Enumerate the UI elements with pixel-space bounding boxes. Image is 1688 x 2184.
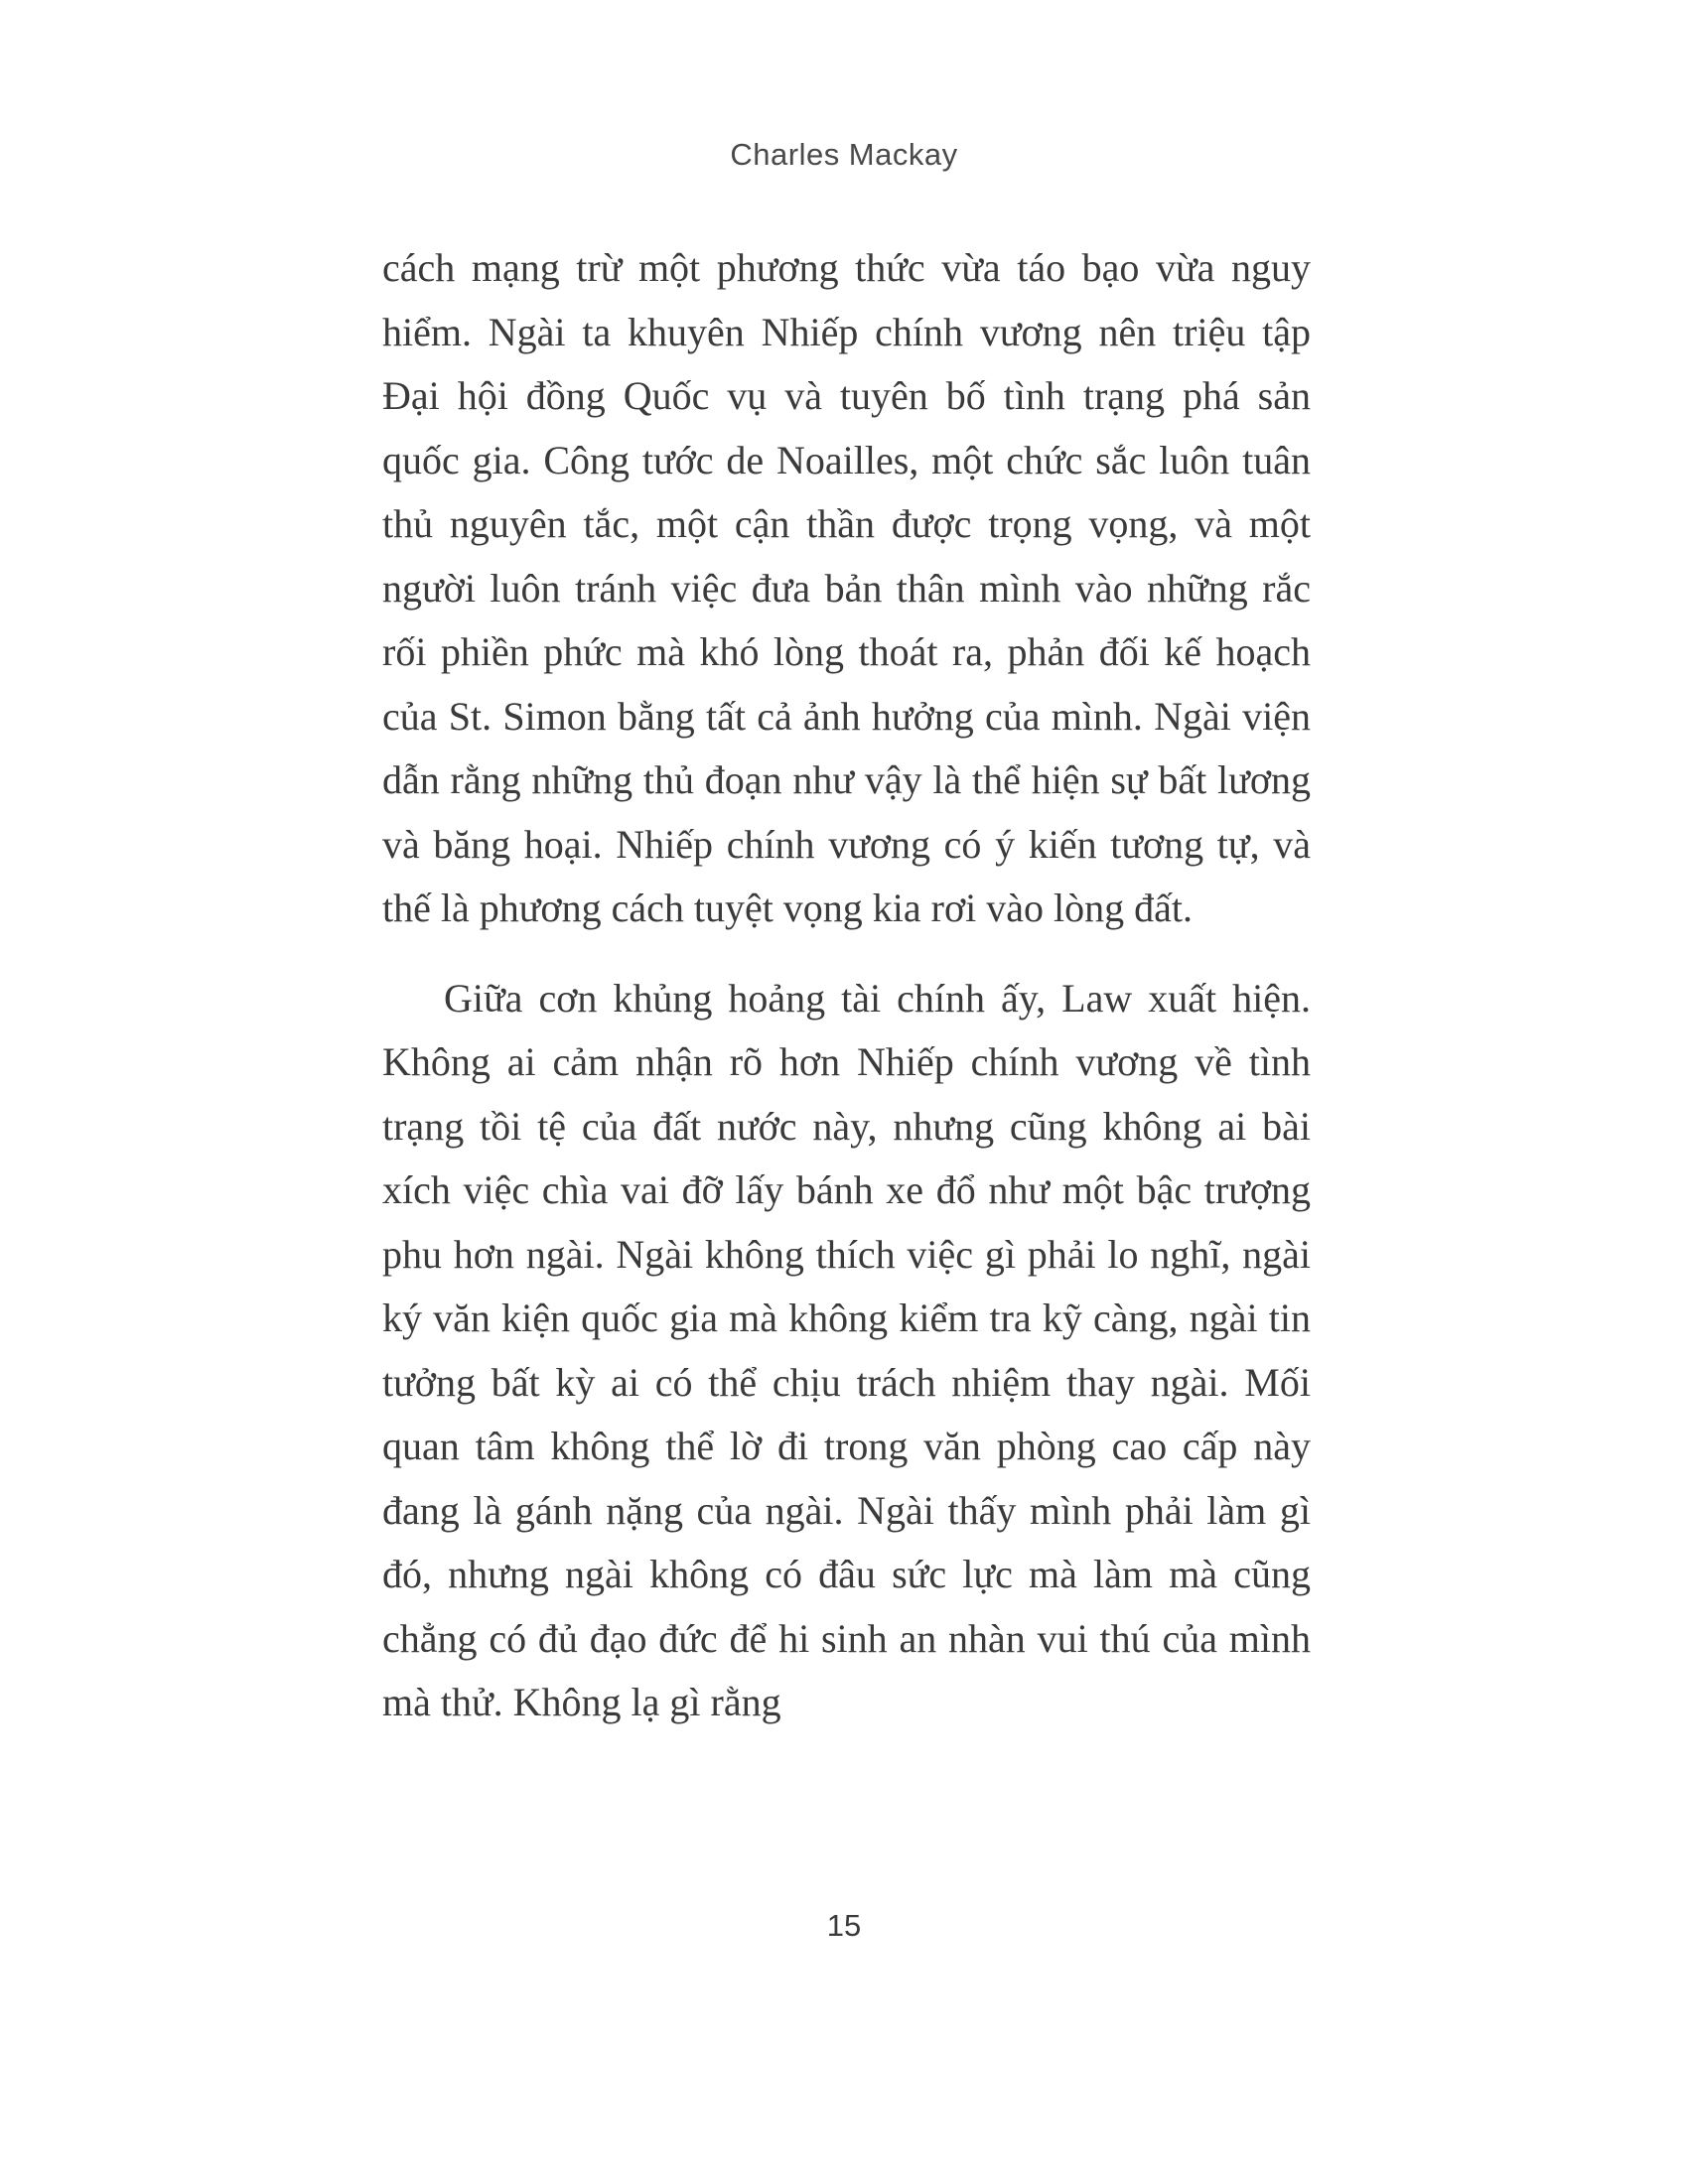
body-text xyxy=(382,236,1311,1735)
paragraph: Giữa cơn khủng hoảng tài chính ấy, Law xuất hiện. Không ai cảm nhận rõ hơn Nhiếp chính vương về tình trạng tồi tệ của đất nước này, nhưng cũng không ai bài xích việc chìa vai đỡ lấy bánh xe đổ như một bậc trượng phu hơn ngài. Ngài không thích việc gì phải lo nghĩ, ngài ký văn kiện quốc gia mà không kiểm tra kỹ càng, ngài tin tưởng bất kỳ ai có thể chịu trách nhiệm thay ngài. Mối quan tâm không thể lờ đi trong văn phòng cao cấp này đang là gánh nặng của ngài. Ngài thấy mình phải làm gì đó, nhưng ngài không có đâu sức lực mà làm mà cũng chẳng có đủ đạo đức để hi sinh an nhàn vui thú của mình mà thử. Không lạ gì rằng xyxy=(382,975,1311,1724)
page-number: 15 xyxy=(826,1908,862,1943)
running-header-author: Charles Mackay xyxy=(730,137,958,172)
paragraph: cách mạng trừ một phương thức vừa táo bạo vừa nguy hiểm. Ngài ta khuyên Nhiếp chính vương nên triệu tập Đại hội đồng Quốc vụ và tuyên bố tình trạng phá sản quốc gia. Công tước de Noailles, một chức sắc luôn tuân thủ nguyên tắc, một cận thần được trọng vọng, và một người luôn tránh việc đưa bản thân mình vào những rắc rối phiền phức mà khó lòng thoát ra, phản đối kế hoạch của St. Simon bằng tất cả ảnh hưởng của mình. Ngài viện dẫn rằng những thủ đoạn như vậy là thể hiện sự bất lương và băng hoại. Nhiếp chính vương có ý kiến tương tự, và thế là phương cách tuyệt vọng kia rơi vào lòng đất. xyxy=(382,245,1311,930)
